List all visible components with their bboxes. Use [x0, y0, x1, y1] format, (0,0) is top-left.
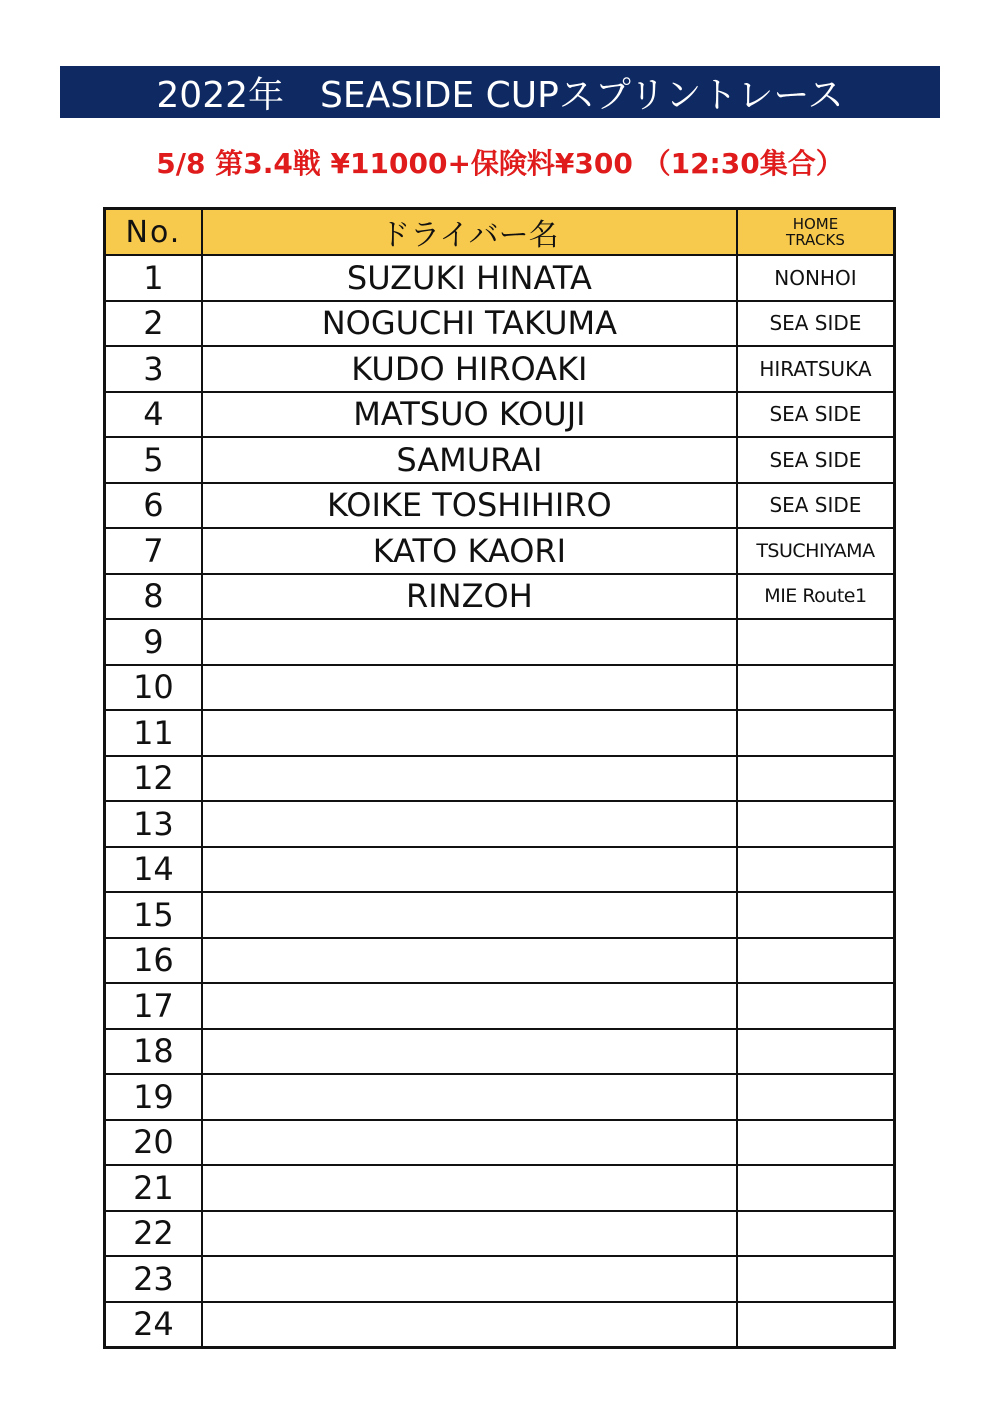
table-row: [105, 665, 895, 711]
home-track-cell: SEA SIDE: [737, 437, 895, 483]
driver-name-cell: SAMURAI: [202, 437, 737, 483]
home-track-cell: [737, 1120, 895, 1166]
header-home-line1: HOME: [792, 215, 839, 233]
table-row: [105, 1302, 895, 1348]
header-row: [105, 209, 895, 256]
driver-name-cell: [202, 710, 737, 756]
driver-roster-table: [103, 207, 896, 1349]
row-number: 4: [105, 392, 202, 438]
row-number: 8: [105, 574, 202, 620]
driver-name-cell: [202, 1256, 737, 1302]
home-track-cell: [737, 1302, 895, 1348]
driver-name-cell: RINZOH: [202, 574, 737, 620]
table-row: [105, 346, 895, 392]
row-number: 21: [105, 1165, 202, 1211]
driver-name-cell: [202, 892, 737, 938]
event-details: 5/8 第3.4戦 ¥11000+保険料¥300 （12:30集合）: [156, 147, 844, 180]
table-body: [105, 255, 895, 1348]
home-track-cell: [737, 1165, 895, 1211]
driver-name-cell: [202, 756, 737, 802]
driver-name-cell: [202, 983, 737, 1029]
row-number: 5: [105, 437, 202, 483]
driver-name-cell: KOIKE TOSHIHIRO: [202, 483, 737, 529]
table-header: [105, 209, 895, 256]
header-number: No.: [105, 209, 202, 256]
table-row: [105, 392, 895, 438]
home-track-cell: NONHOI: [737, 255, 895, 301]
table-row: [105, 847, 895, 893]
driver-name-cell: [202, 619, 737, 665]
table-row: [105, 483, 895, 529]
row-number: 16: [105, 938, 202, 984]
row-number: 3: [105, 346, 202, 392]
row-number: 7: [105, 528, 202, 574]
home-track-cell: [737, 892, 895, 938]
home-track-cell: MIE Route1: [737, 574, 895, 620]
row-number: 22: [105, 1211, 202, 1257]
table-row: [105, 1211, 895, 1257]
table-row: [105, 1120, 895, 1166]
table-row: [105, 528, 895, 574]
home-track-cell: [737, 1211, 895, 1257]
home-track-cell: [737, 938, 895, 984]
page-title: 2022年 SEASIDE CUPスプリントレース: [156, 74, 844, 116]
driver-name-cell: MATSUO KOUJI: [202, 392, 737, 438]
row-number: 18: [105, 1029, 202, 1075]
home-track-cell: [737, 801, 895, 847]
header-driver-name: ドライバー名: [202, 209, 737, 256]
driver-name-cell: [202, 1211, 737, 1257]
home-track-cell: [737, 847, 895, 893]
table-row: [105, 255, 895, 301]
table-row: [105, 619, 895, 665]
row-number: 2: [105, 301, 202, 347]
home-track-cell: [737, 1029, 895, 1075]
table-row: [105, 710, 895, 756]
driver-name-cell: [202, 1302, 737, 1348]
driver-name-cell: KATO KAORI: [202, 528, 737, 574]
home-track-cell: [737, 1074, 895, 1120]
row-number: 6: [105, 483, 202, 529]
row-number: 9: [105, 619, 202, 665]
home-track-cell: HIRATSUKA: [737, 346, 895, 392]
row-number: 12: [105, 756, 202, 802]
driver-name-cell: SUZUKI HINATA: [202, 255, 737, 301]
driver-name-cell: [202, 1074, 737, 1120]
driver-name-cell: [202, 665, 737, 711]
home-track-cell: SEA SIDE: [737, 392, 895, 438]
home-track-cell: [737, 619, 895, 665]
row-number: 11: [105, 710, 202, 756]
home-track-cell: [737, 756, 895, 802]
table-row: [105, 756, 895, 802]
row-number: 13: [105, 801, 202, 847]
table-row: [105, 1029, 895, 1075]
table-row: [105, 1256, 895, 1302]
table-row: [105, 574, 895, 620]
table-row: [105, 1074, 895, 1120]
driver-name-cell: [202, 847, 737, 893]
row-number: 10: [105, 665, 202, 711]
table-row: [105, 1165, 895, 1211]
home-track-cell: [737, 665, 895, 711]
home-track-cell: SEA SIDE: [737, 483, 895, 529]
driver-name-cell: KUDO HIROAKI: [202, 346, 737, 392]
home-track-cell: [737, 710, 895, 756]
table-row: [105, 983, 895, 1029]
table-row: [105, 892, 895, 938]
driver-name-cell: NOGUCHI TAKUMA: [202, 301, 737, 347]
title-banner: [60, 66, 940, 118]
row-number: 14: [105, 847, 202, 893]
home-track-cell: [737, 1256, 895, 1302]
row-number: 15: [105, 892, 202, 938]
driver-name-cell: [202, 1029, 737, 1075]
table-row: [105, 437, 895, 483]
row-number: 24: [105, 1302, 202, 1348]
table-row: [105, 801, 895, 847]
driver-name-cell: [202, 1165, 737, 1211]
home-track-cell: [737, 983, 895, 1029]
table-row: [105, 938, 895, 984]
row-number: 19: [105, 1074, 202, 1120]
header-home-line2: TRACKS: [786, 231, 845, 249]
driver-name-cell: [202, 938, 737, 984]
home-track-cell: TSUCHIYAMA: [737, 528, 895, 574]
driver-name-cell: [202, 1120, 737, 1166]
header-home-tracks: [737, 209, 895, 256]
row-number: 20: [105, 1120, 202, 1166]
driver-name-cell: [202, 801, 737, 847]
row-number: 23: [105, 1256, 202, 1302]
table-row: [105, 301, 895, 347]
row-number: 1: [105, 255, 202, 301]
home-track-cell: SEA SIDE: [737, 301, 895, 347]
row-number: 17: [105, 983, 202, 1029]
